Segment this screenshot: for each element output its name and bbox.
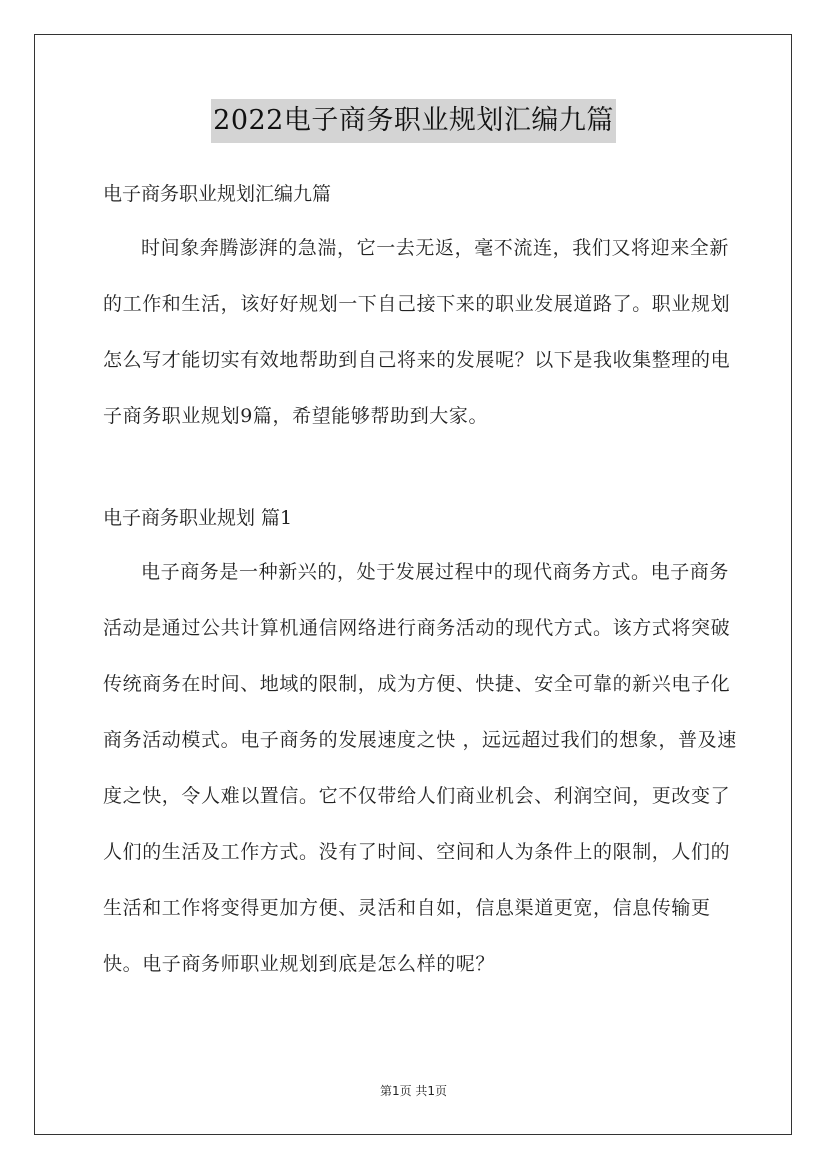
page-number-footer: 第1页 共1页 bbox=[379, 1084, 448, 1098]
section-heading: 电子商务职业规划 篇1 bbox=[103, 507, 293, 529]
title-container bbox=[0, 99, 827, 143]
section-paragraph: 电子商务是一种新兴的，处于发展过程中的现代商务方式。电子商务活动是通过公共计算机通信网络进行商务活动的现代方式。该方式将突破传统商务在时间、地域的限制，成为方便、快捷、安全可靠的新兴电子化商务活动模式。电子商务的发展速度之快 ，远远超过我们的想象，普及速度之快，令人难以置信。它不仅带给人们商业机会、利润空间，更改变了人们的生活及工作方式。没有了时间、空间和人为条件上的限制，人们的生活和工作将变得更加方便、灵活和自如，信息渠道更宽，信息传输更快。电子商务师职业规划到底是怎么样的呢？ bbox=[103, 561, 737, 975]
document-title: 2022电子商务职业规划汇编九篇 bbox=[211, 99, 616, 143]
document-subtitle: 电子商务职业规划汇编九篇 bbox=[103, 183, 332, 205]
intro-paragraph: 时间象奔腾澎湃的急湍，它一去无返，毫不流连，我们又将迎来全新的工作和生活，该好好规划一下自己接下来的职业发展道路了。职业规划怎么写才能切实有效地帮助到自己将来的发展呢？以下是我收集整理的电子商务职业规划9篇，希望能够帮助到大家。 bbox=[103, 237, 731, 427]
